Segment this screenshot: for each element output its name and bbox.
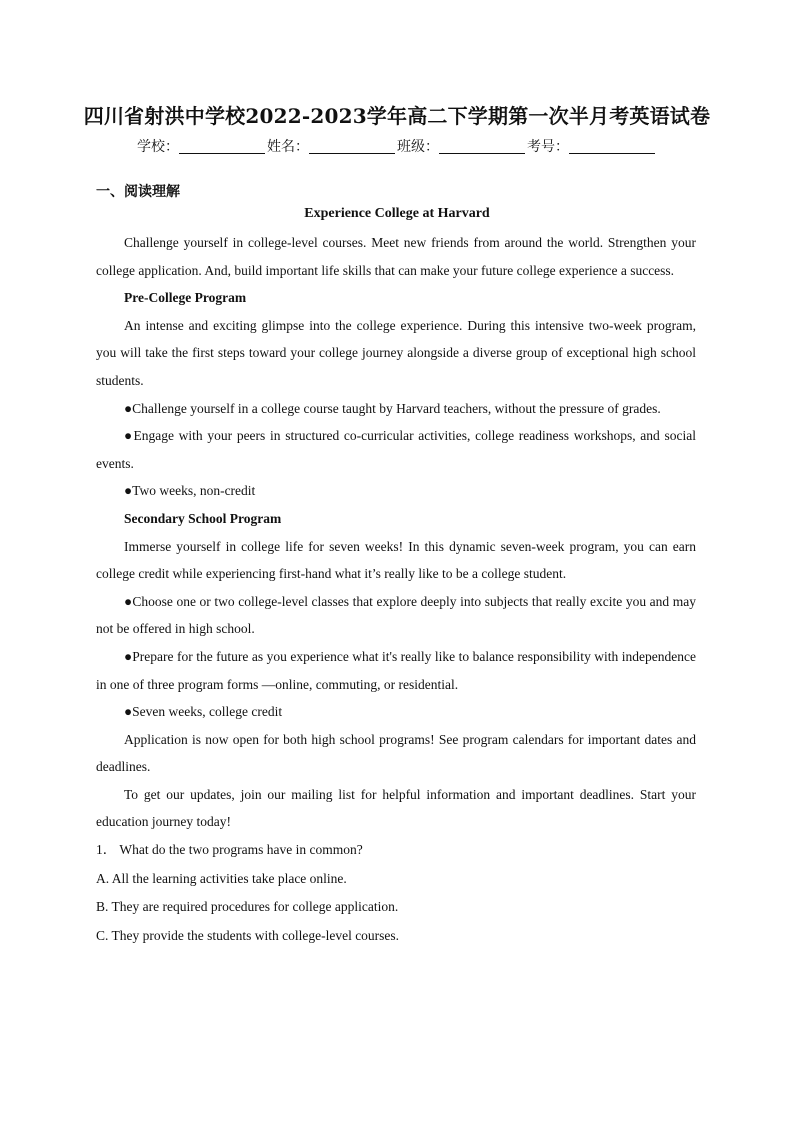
question-1-option-b: B. They are required procedures for college application. <box>96 899 399 915</box>
name-blank[interactable] <box>309 139 395 154</box>
secondary-school-description: Immerse yourself in college life for seven weeks! In this dynamic seven-week program, you can earn college credit while experiencing first-hand what it’s really like to be a college student. <box>96 538 696 582</box>
class-blank[interactable] <box>439 139 525 154</box>
secondary-school-heading: Secondary School Program <box>124 510 282 526</box>
question-1-stem: 1． What do the two programs have in common? <box>96 842 363 858</box>
pre-college-bullet-3: ●Two weeks, non-credit <box>124 483 256 499</box>
pre-college-heading: Pre-College Program <box>124 290 247 306</box>
application-paragraph: Application is now open for both high school programs! See program calendars for important dates and deadlines. <box>96 731 696 775</box>
class-label: 班级： <box>397 139 439 155</box>
question-1-option-a: A. All the learning activities take place online. <box>96 870 347 886</box>
intro-paragraph: Challenge yourself in college-level courses. Meet new friends from around the world. Strengthen your college application. And, build important life skills that can make your future college experience a success. <box>96 235 696 278</box>
number-blank[interactable] <box>569 139 655 154</box>
pre-college-bullet-2: ●Engage with your peers in structured co-curricular activities, college readiness workshops, and social events. <box>96 428 696 471</box>
updates-paragraph: To get our updates, join our mailing list for helpful information and important deadlines. Start your education journey today! <box>96 786 696 830</box>
passage-body <box>96 229 696 950</box>
school-label: 学校： <box>137 139 179 155</box>
school-blank[interactable] <box>179 139 265 154</box>
secondary-school-bullet-3: ●Seven weeks, college credit <box>124 704 283 720</box>
name-label: 姓名： <box>267 139 309 155</box>
question-1-option-c: C. They provide the students with college-level courses. <box>96 927 400 943</box>
student-info-line <box>0 136 794 156</box>
pre-college-description: An intense and exciting glimpse into the college experience. During this intensive two-week program, you will take the first steps toward your college journey alongside a diverse group of exceptional high school students. <box>96 317 696 388</box>
passage-title: Experience College at Harvard <box>304 206 490 221</box>
secondary-school-bullet-1: ●Choose one or two college-level classes that explore deeply into subjects that really excite you and may not be offered in high school. <box>96 593 696 637</box>
secondary-school-bullet-2: ●Prepare for the future as you experience what it's really like to balance responsibility with independence in one of three program forms —online, commuting, or residential. <box>96 648 696 692</box>
pre-college-bullet-1: ●Challenge yourself in a college course taught by Harvard teachers, without the pressure of grades. <box>124 400 661 416</box>
number-label: 考号： <box>527 139 569 155</box>
section-heading: 一、阅读理解 <box>96 184 180 200</box>
exam-title: 四川省射洪中学校2022-2023学年高二下学期第一次半月考英语试卷 <box>83 104 711 128</box>
